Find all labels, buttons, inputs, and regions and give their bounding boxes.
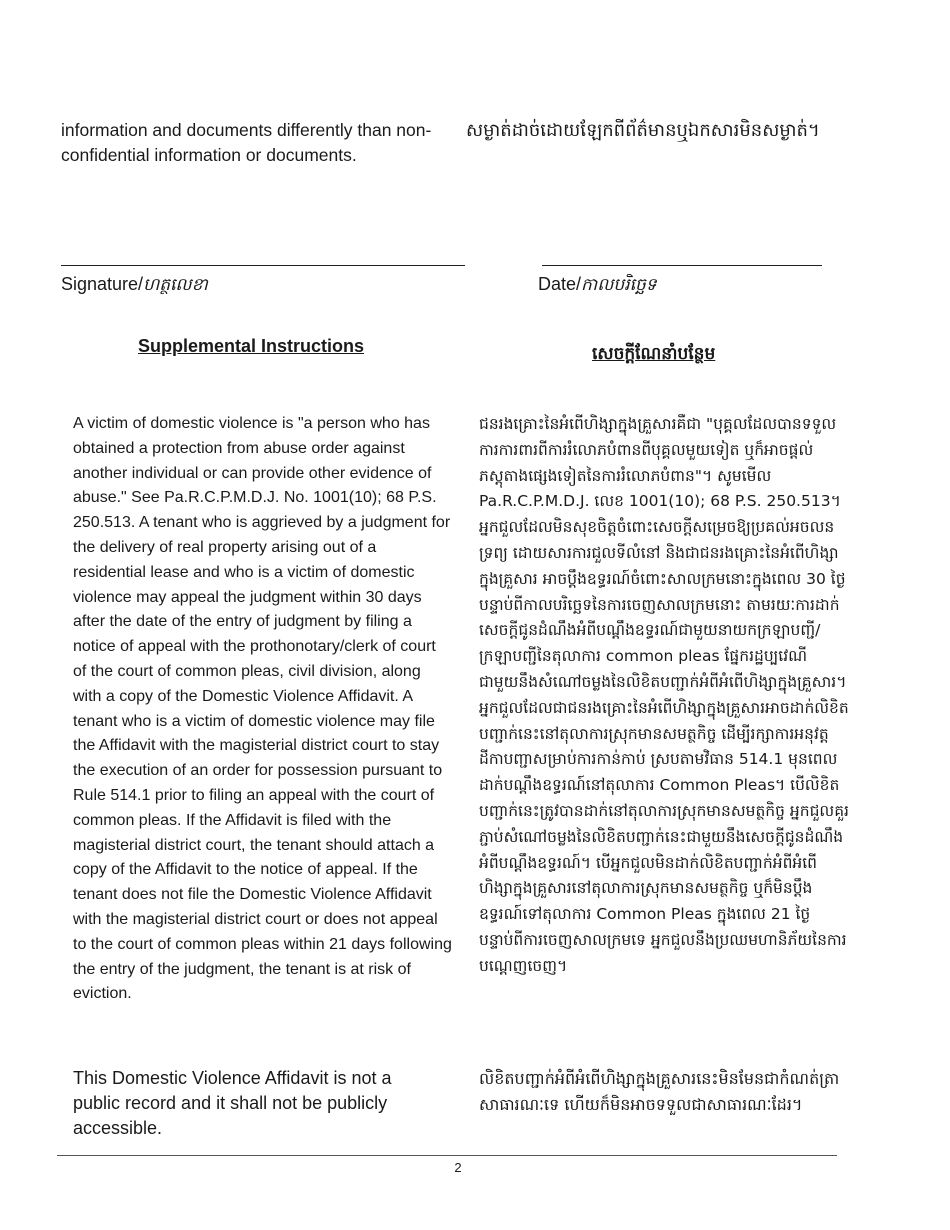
signature-label [61, 272, 208, 297]
page-number: 2 [454, 1160, 462, 1175]
date-label [538, 272, 657, 297]
carryover-text-en: information and documents differently than non-confidential information or documents. [61, 120, 432, 165]
signature-label-km: ហត្ថលេខា [143, 275, 208, 295]
footer-divider [57, 1155, 837, 1156]
section-heading-km: សេចក្តីណែនាំបន្ថែម [592, 344, 716, 364]
instructions-paragraph-en: A victim of domestic violence is "a person who has obtained a protection from abuse order against another individual or can provide other evidence of abuse." See Pa.R.C.P.M.D.J. No. 1001(10); 68 P.S. 250.513. A tenant who is aggrieved by a judgment for the delivery of real property arising out of a residential lease and who is a victim of domestic violence may appeal the judgment within 30 days after the date of the entry of judgment by filing a notice of appeal with the prothonotary/clerk of court of the court of common pleas, civil division, along with a copy of the Domestic Violence Affidavit. A tenant who is a victim of domestic violence may file the Affidavit with the magisterial district court to stay the execution of an order for possession pursuant to Rule 514.1 prior to filing an appeal with the court of common pleas. If the Affidavit is filed with the magisterial district court, the tenant should attach a copy of the Affidavit to the notice of appeal. If the tenant does not file the Domestic Violence Affidavit with the magisterial district court or does not appeal to the court of common pleas within 21 days following the entry of the judgment, the tenant is at risk of eviction. [73, 415, 452, 1003]
signature-line [61, 265, 465, 266]
date-label-km: កាលបរិច្ឆេទ [581, 275, 657, 295]
public-record-note-en: This Domestic Violence Affidavit is not a public record and it shall not be publicly accessible. [73, 1068, 392, 1138]
section-heading-en: Supplemental Instructions [138, 336, 365, 356]
signature-label-en: Signature/ [61, 274, 144, 294]
carryover-text-km: សម្ងាត់ដាច់ដោយឡែកពីព័ត៌មានឬឯកសារមិនសម្ងាត់។ [466, 120, 820, 141]
date-line [542, 265, 822, 266]
date-label-en: Date/ [538, 274, 582, 294]
public-record-note-km: លិខិតបញ្ជាក់អំពីអំពើហិង្សាក្នុងគ្រួសារនេះមិនមែនជាកំណត់ត្រាសាធារណៈទេ ហើយក៏មិនអាចទទួលជាសាធារណៈដែរ។ [479, 1069, 840, 1114]
instructions-paragraph-km: ជនរងគ្រោះនៃអំពើហិង្សាក្នុងគ្រួសារគឺជា "បុគ្គលដែលបានទទួលការការពារពីការរំលោភបំពានពីបុគ្គលមួយទៀត ឬក៏អាចផ្តល់ភស្តុតាងផ្សេងទៀតនៃការរំលោភបំពាន"។ សូមមើល Pa.R.C.P.M.D.J. លេខ 1001(10); 68 P.S. 250.513។ អ្នកជួលដែលមិនសុខចិត្តចំពោះសេចក្តីសម្រេចឱ្យប្រគល់អចលនទ្រព្យ ដោយសារការជួលទីលំនៅ និងជាជនរងគ្រោះនៃអំពើហិង្សាក្នុងគ្រួសារ អាចប្តឹងឧទ្ធរណ៍ចំពោះសាលក្រមនោះក្នុងពេល 30 ថ្ងៃ បន្ទាប់ពីកាលបរិច្ឆេទនៃការចេញសាលក្រមនោះ តាមរយៈការដាក់សេចក្តីជូនដំណឹងអំពីបណ្តឹងឧទ្ធរណ៍ជាមួយនាយកក្រឡាបញ្ជី/ក្រឡាបញ្ជីនៃតុលាការ common pleas ផ្នែករដ្ឋប្បវេណី ជាមួយនឹងសំណៅចម្លងនៃលិខិតបញ្ជាក់អំពីអំពើហិង្សាក្នុងគ្រួសារ។ អ្នកជួលដែលជាជនរងគ្រោះនៃអំពើហិង្សាក្នុងគ្រួសារអាចដាក់លិខិតបញ្ជាក់នេះនៅតុលាការស្រុកមានសមត្ថកិច្ច ដើម្បីរក្សាការអនុវត្តដីកាបញ្ជាសម្រាប់ការកាន់កាប់ ស្របតាមវិធាន 514.1 មុនពេលដាក់បណ្តឹងឧទ្ធរណ៍នៅតុលាការ Common Pleas។ បើលិខិតបញ្ជាក់នេះត្រូវបានដាក់នៅតុលាការស្រុកមានសមត្ថកិច្ច អ្នកជួលគួរភ្ជាប់សំណៅចម្លងនៃលិខិតបញ្ជាក់នេះជាមួយនឹងសេចក្តីជូនដំណឹងអំពីបណ្តឹងឧទ្ធរណ៍។ បើអ្នកជួលមិនដាក់លិខិតបញ្ជាក់អំពីអំពើហិង្សាក្នុងគ្រួសារនៅតុលាការស្រុកមានសមត្ថកិច្ច ឬក៏មិនប្តឹងឧទ្ធរណ៍ទៅតុលាការ Common Pleas ក្នុងពេល 21 ថ្ងៃ បន្ទាប់ពីការចេញសាលក្រមទេ អ្នកជួលនឹងប្រឈមហានិភ័យនៃការបណ្តេញចេញ។ [479, 415, 849, 975]
